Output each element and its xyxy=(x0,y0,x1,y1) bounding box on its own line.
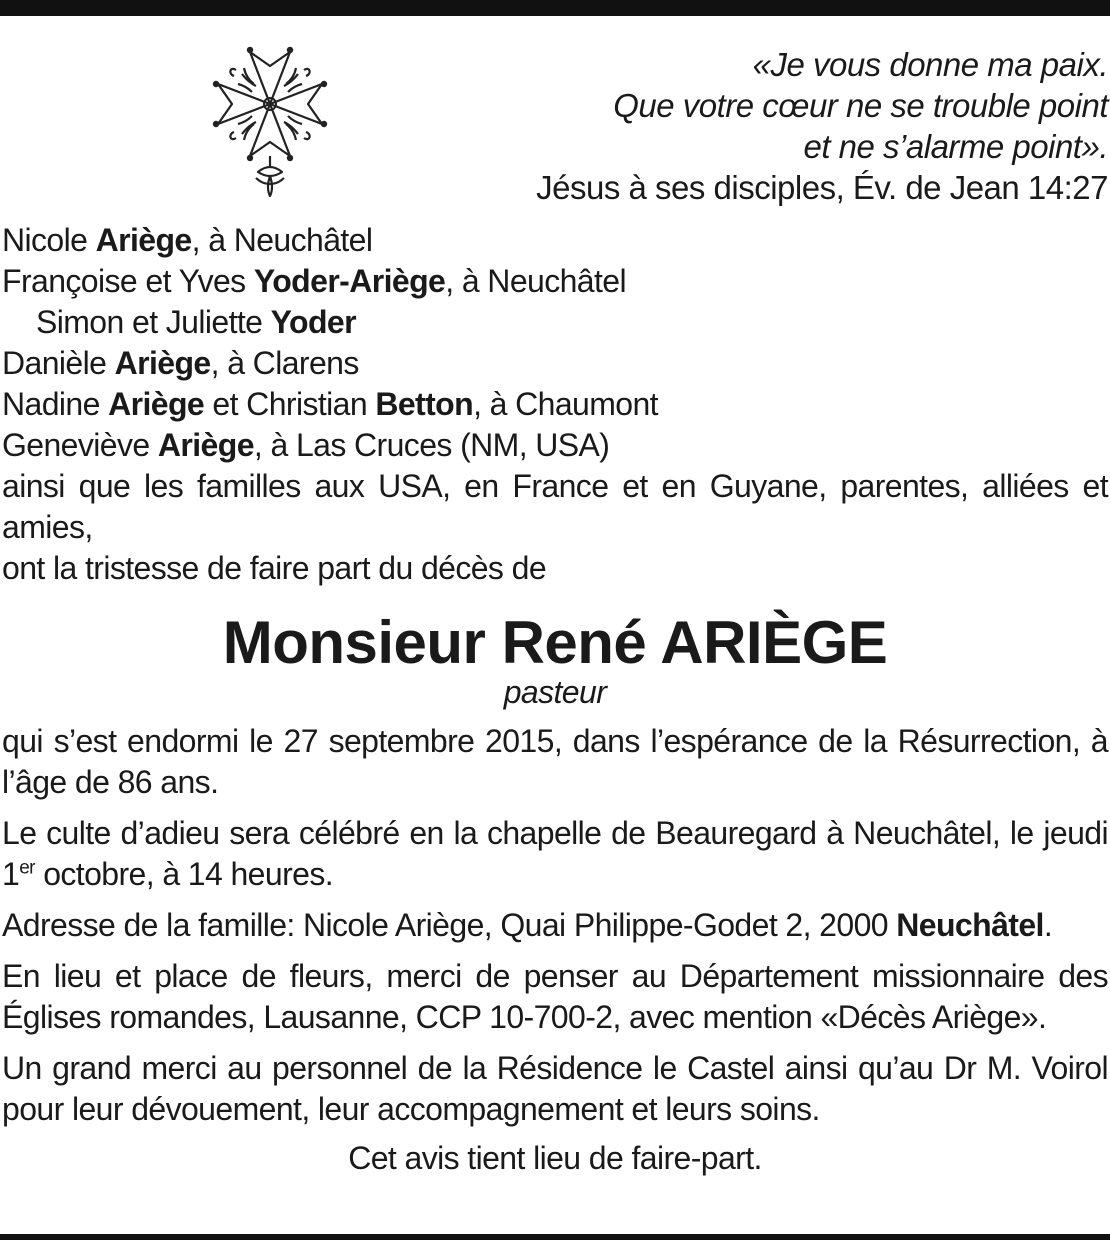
thanks-paragraph: Un grand merci au personnel de la Résidence le Castel ainsi qu’au Dr M. Voirol pour leur dévouement, leur accompagnement et leurs soins. xyxy=(2,1050,1108,1127)
notice-line: Cet avis tient lieu de faire-part. xyxy=(348,1140,762,1176)
top-rule xyxy=(0,0,1110,16)
service-paragraph: Le culte d’adieu sera célébré en la chapelle de Beauregard à Neuchâtel, le jeudi 1er octobre, à 14 heures. xyxy=(2,815,1108,892)
scripture-quote xyxy=(468,44,1108,208)
obituary-body xyxy=(2,220,1108,1179)
family-member: Nicole Ariège, à Neuchâtel xyxy=(2,222,373,258)
family-member: Simon et Juliette Yoder xyxy=(36,304,356,340)
announce-text: ont la tristesse de faire part du décès de xyxy=(2,550,547,586)
bottom-rule xyxy=(0,1234,1110,1240)
family-member: Geneviève Ariège, à Las Cruces (NM, USA) xyxy=(2,427,610,463)
address-paragraph: Adresse de la famille: Nicole Ariège, Quai Philippe-Godet 2, 2000 Neuchâtel. xyxy=(2,907,1053,943)
deceased-name: Monsieur René ARIÈGE xyxy=(222,609,888,676)
huguenot-cross-icon xyxy=(198,38,342,202)
quote-line-3: et ne s’alarme point». xyxy=(803,128,1108,165)
deceased-title: pasteur xyxy=(503,674,607,710)
quote-line-2: Que votre cœur ne se trouble point xyxy=(613,87,1108,124)
family-member: Danièle Ariège, à Clarens xyxy=(2,345,359,381)
death-paragraph: qui s’est endormi le 27 septembre 2015, dans l’espérance de la Résurrection, à l’âge de 86 ans. xyxy=(2,723,1108,800)
quote-line-1: «Je vous donne ma paix. xyxy=(752,46,1108,83)
quote-reference: Jésus à ses disciples, Év. de Jean 14:27 xyxy=(536,169,1108,206)
flowers-paragraph: En lieu et place de fleurs, merci de penser au Département missionnaire des Églises romandes, Lausanne, CCP 10-700-2, avec mention «Décès Ariège». xyxy=(2,958,1108,1035)
relatives-text: ainsi que les familles aux USA, en France et en Guyane, parentes, alliées et amies, xyxy=(2,468,1108,545)
family-member: Nadine Ariège et Christian Betton, à Chaumont xyxy=(2,386,658,422)
family-member: Françoise et Yves Yoder-Ariège, à Neuchâtel xyxy=(2,263,626,299)
